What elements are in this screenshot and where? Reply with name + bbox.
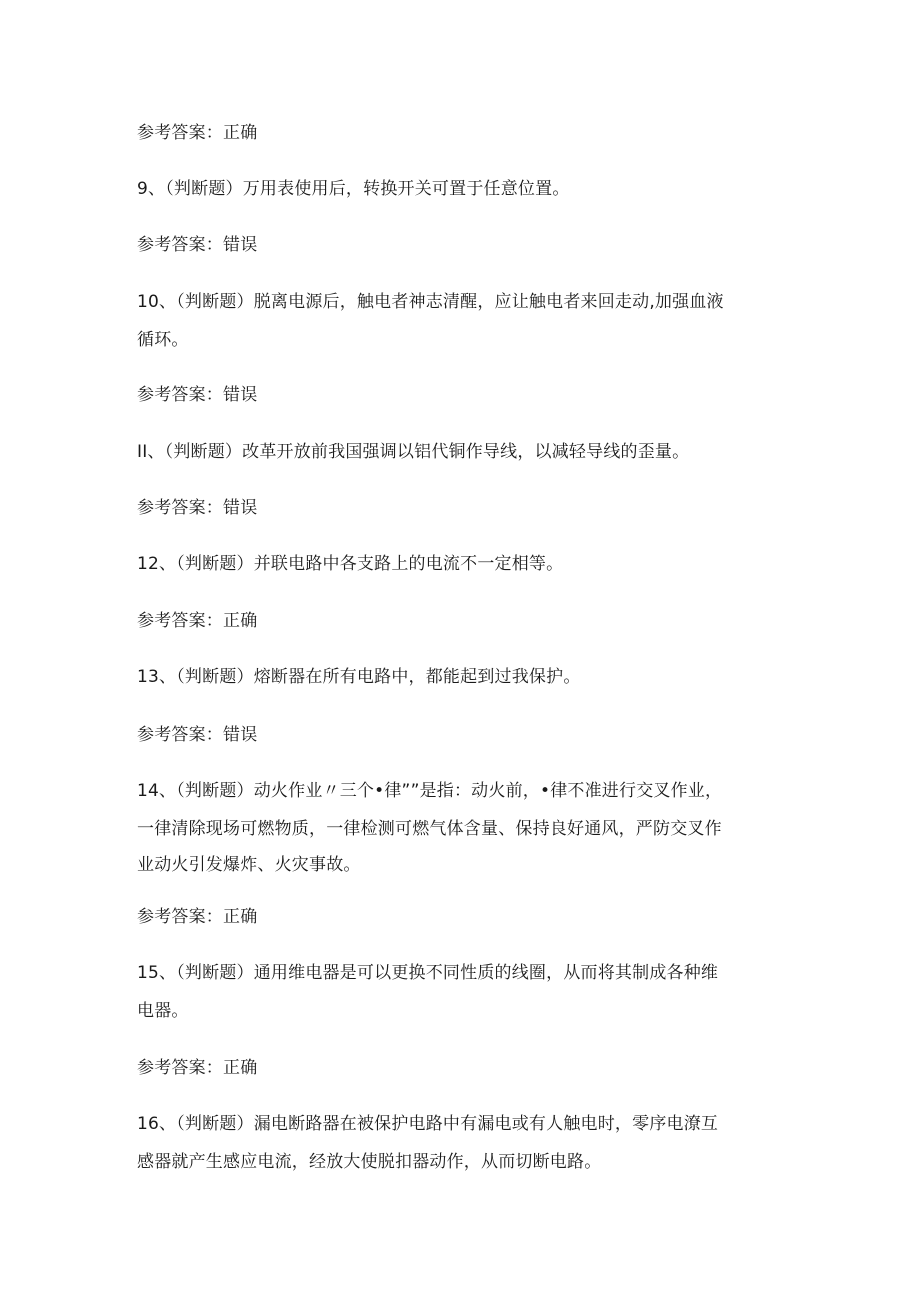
question-continuation-line: 感器就产生感应电流，经放大使脱扣器动作，从而切断电路。 bbox=[137, 1152, 602, 1172]
question-continuation-line: 一律清除现场可燃物质，一律检测可燃气体含量、保持良好通风，严防交叉作 bbox=[137, 819, 722, 839]
question-continuation-line: 循环。 bbox=[137, 330, 189, 350]
question-line: 10、（判断题）脱离电源后，触电者神志清醒，应让触电者来回走动,加强血液 bbox=[137, 292, 724, 312]
question-line: 13、（判断题）熔断器在所有电路中，都能起到过我保护。 bbox=[137, 667, 581, 687]
answer-line: 参考答案：正确 bbox=[137, 907, 258, 927]
answer-line: 参考答案：错误 bbox=[137, 385, 258, 405]
question-line: 12、（判断题）并联电路中各支路上的电流不一定相等。 bbox=[137, 554, 564, 574]
answer-line: 参考答案：正确 bbox=[137, 1058, 258, 1078]
question-continuation-line: 电器。 bbox=[137, 1001, 189, 1021]
answer-line: 参考答案：错误 bbox=[137, 498, 258, 518]
answer-line: 参考答案：正确 bbox=[137, 123, 258, 143]
question-line: 9、（判断题）万用表使用后，转换开关可置于任意位置。 bbox=[137, 179, 570, 199]
answer-line: 参考答案：正确 bbox=[137, 611, 258, 631]
question-line: II、（判断题）改革开放前我国强调以铝代铜作导线，以减轻导线的歪量。 bbox=[137, 442, 690, 462]
question-line: 15、（判断题）通用维电器是可以更换不同性质的线圈，从而将其制成各种维 bbox=[137, 963, 719, 983]
question-line: 14、（判断题）动火作业〃三个•律””是指：动火前，•律不准进行交叉作业， bbox=[137, 781, 723, 801]
answer-line: 参考答案：错误 bbox=[137, 235, 258, 255]
question-continuation-line: 业动火引发爆炸、火灾事故。 bbox=[137, 855, 361, 875]
answer-line: 参考答案：错误 bbox=[137, 725, 258, 745]
question-line: 16、（判断题）漏电断路器在被保护电路中有漏电或有人触电时，零序电潦互 bbox=[137, 1114, 719, 1134]
